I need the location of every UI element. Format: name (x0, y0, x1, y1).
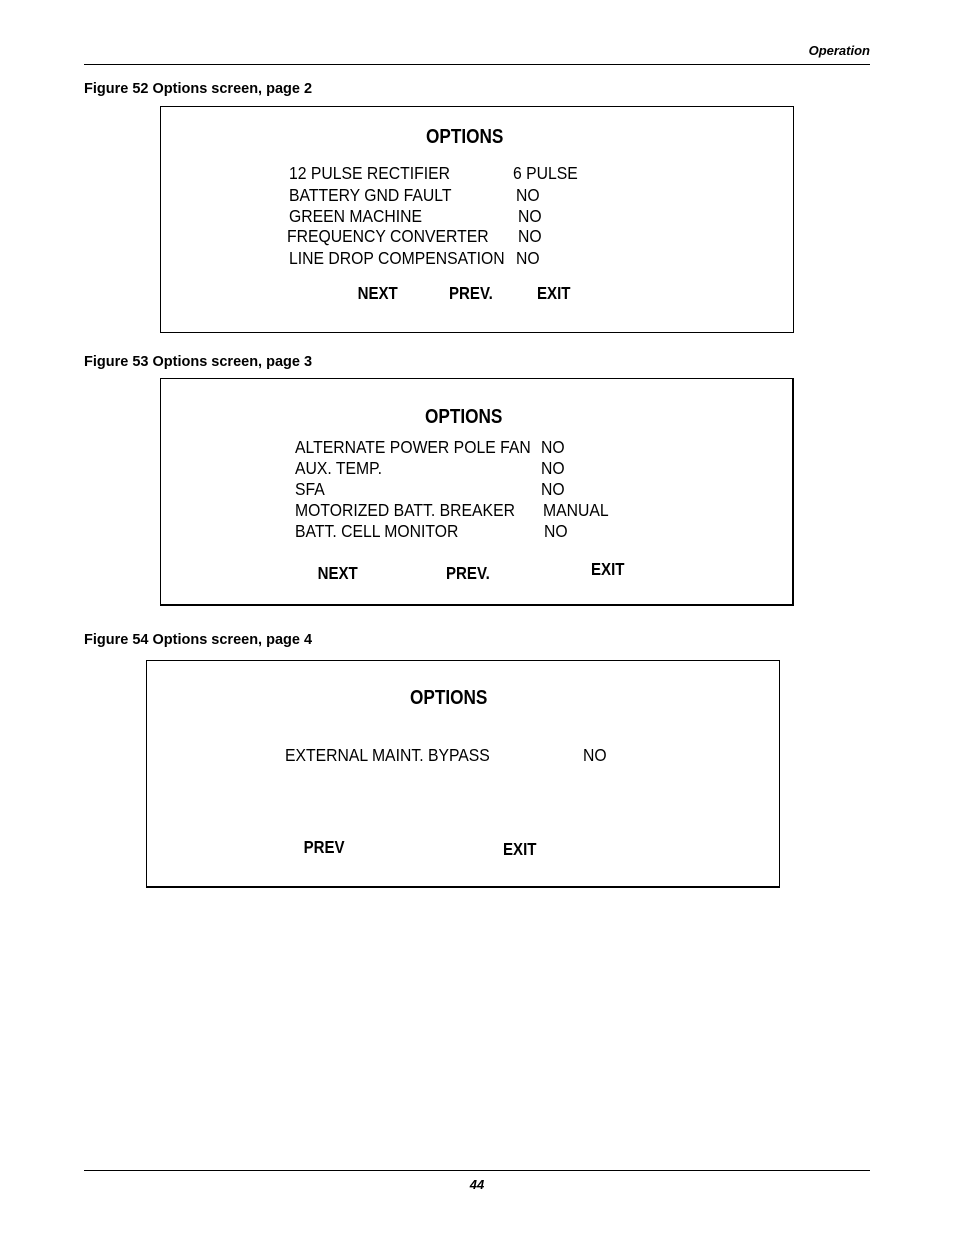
option-value: MANUAL (543, 500, 609, 520)
option-label: ALTERNATE POWER POLE FAN (295, 437, 531, 457)
option-value: NO (541, 479, 565, 499)
selection-bracket (301, 855, 304, 859)
next-button[interactable] (315, 563, 360, 584)
section-header: Operation (808, 43, 870, 58)
option-value: NO (583, 745, 607, 765)
option-label: SFA (295, 479, 325, 499)
option-label: AUX. TEMP. (295, 458, 382, 478)
figure-54-caption: Figure 54 Options screen, page 4 (84, 632, 313, 648)
screen-title: OPTIONS (425, 406, 503, 428)
selection-bracket (397, 301, 400, 305)
option-label: LINE DROP COMPENSATION (289, 248, 505, 268)
option-value: NO (541, 437, 565, 457)
page-number: 44 (469, 1177, 485, 1192)
option-value: NO (516, 248, 540, 268)
option-label: 12 PULSE RECTIFIER (289, 163, 451, 183)
selection-bracket (355, 301, 358, 305)
prev-button-label: PREV (303, 837, 345, 857)
option-label: BATTERY GND FAULT (289, 185, 452, 205)
next-button[interactable] (355, 283, 400, 304)
prev-button[interactable]: PREV. (446, 563, 490, 583)
next-button-label: NEXT (357, 283, 398, 303)
exit-button[interactable]: EXIT (537, 283, 571, 303)
prev-button[interactable]: PREV. (449, 283, 493, 303)
selection-bracket (344, 855, 347, 859)
option-label: EXTERNAL MAINT. BYPASS (285, 745, 490, 765)
selection-bracket (397, 285, 400, 289)
option-value: NO (518, 206, 542, 226)
options-screen-page-2 (160, 106, 794, 333)
prev-button[interactable] (301, 837, 347, 858)
option-value: NO (518, 226, 542, 246)
figure-52-caption: Figure 52 Options screen, page 2 (84, 81, 313, 97)
option-label: FREQUENCY CONVERTER (287, 226, 489, 246)
option-value: NO (544, 521, 568, 541)
option-value: 6 PULSE (513, 163, 578, 183)
screen-title: OPTIONS (410, 687, 488, 709)
exit-button[interactable]: EXIT (591, 559, 625, 579)
selection-bracket (301, 839, 304, 843)
selection-bracket (315, 565, 318, 569)
option-label: BATT. CELL MONITOR (295, 521, 459, 541)
screen-title: OPTIONS (426, 126, 504, 148)
figure-53-caption: Figure 53 Options screen, page 3 (84, 354, 313, 370)
options-screen-page-4 (146, 660, 780, 888)
option-value: NO (541, 458, 565, 478)
selection-bracket (355, 285, 358, 289)
exit-button[interactable]: EXIT (503, 839, 537, 859)
footer-rule (84, 1170, 870, 1171)
selection-bracket (344, 839, 347, 843)
options-screen-page-3 (160, 378, 794, 606)
option-value: NO (516, 185, 540, 205)
option-label: MOTORIZED BATT. BREAKER (295, 500, 515, 520)
next-button-label: NEXT (317, 563, 358, 583)
selection-bracket (315, 581, 318, 585)
header-rule (84, 64, 870, 65)
selection-bracket (357, 565, 360, 569)
option-label: GREEN MACHINE (289, 206, 423, 226)
selection-bracket (357, 581, 360, 585)
